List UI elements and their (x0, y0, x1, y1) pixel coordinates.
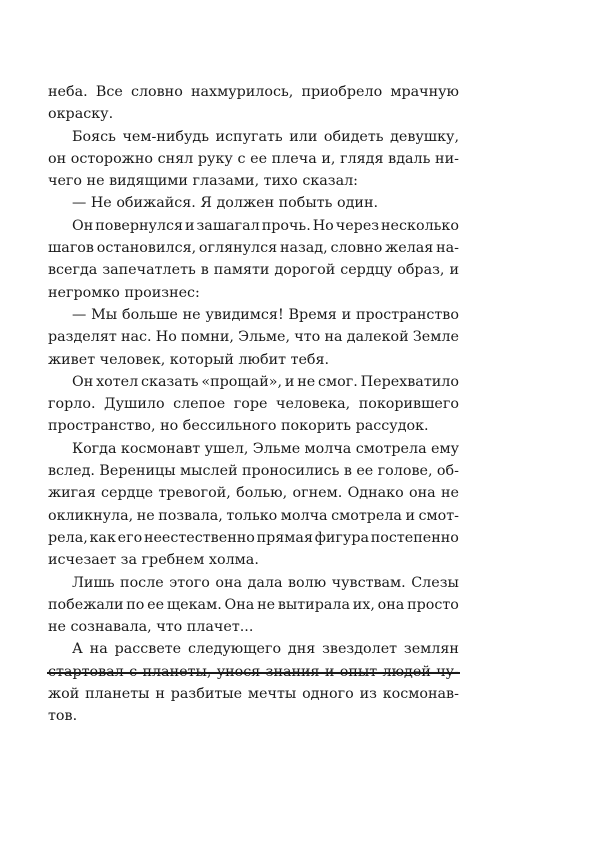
text-word: ее (147, 596, 165, 613)
text-line: негромко произнес: (48, 284, 200, 301)
text-word: постепенно (370, 529, 459, 546)
text-line (48, 460, 459, 482)
horizontal-rule (47, 672, 460, 674)
text-word: землян (403, 641, 459, 658)
text-word: человека, (276, 396, 351, 413)
text-word: Слезы (411, 574, 459, 591)
text-word: помни, (181, 329, 234, 346)
text-line (48, 683, 459, 705)
page-text (48, 81, 459, 728)
text-word: Перехватило (360, 373, 459, 390)
text-word: прямая (256, 529, 313, 546)
text-line (48, 438, 459, 460)
text-word: н (155, 686, 165, 703)
text-word: нас. (120, 329, 152, 346)
text-line (48, 572, 459, 594)
text-word: она (409, 485, 436, 502)
text-word: остановился, (96, 240, 197, 257)
text-word: хотел (96, 373, 139, 390)
text-word: Он (72, 217, 94, 234)
text-word: тревогой, (158, 485, 231, 502)
text-word: не (182, 306, 201, 323)
text-word: ему (431, 440, 459, 457)
text-line: живет человек, который любит тебя. (48, 351, 330, 368)
text-word: желая (385, 240, 434, 257)
text-word: словно (130, 84, 183, 100)
text-word: дорогой (274, 262, 336, 279)
text-line (48, 594, 459, 616)
text-word: «прощай», (201, 373, 283, 390)
text-word: больше (121, 306, 178, 323)
text-word: сердцу (340, 262, 393, 279)
text-word: дала (247, 574, 283, 591)
text-line (48, 638, 459, 660)
text-word: и (341, 306, 352, 323)
text-word: жигая (48, 485, 96, 502)
text-word: запечатлеть (102, 262, 196, 279)
text-word: Земле (412, 329, 459, 346)
text-word: как (89, 529, 116, 546)
text-word: она (215, 574, 243, 591)
text-line: чего не видящими глазами, тихо сказал: (48, 173, 359, 190)
text-word: мыслей (180, 463, 238, 480)
text-word: неестественно (143, 529, 255, 546)
text-word: — (72, 306, 87, 323)
text-word: чем-нибудь (122, 128, 209, 145)
text-word: Однако (347, 485, 404, 502)
text-word: пространство (355, 306, 459, 323)
text-word: вытирала (277, 596, 350, 613)
text-word: Все (95, 84, 123, 100)
text-word: образ, (397, 262, 445, 279)
text-word: мрачную (390, 84, 459, 100)
text-word: неба. (48, 84, 88, 100)
text-word: огнем. (292, 485, 343, 502)
text-word: испугать (215, 128, 283, 145)
text-word: рассвете (114, 641, 182, 658)
text-word: покорившего (358, 396, 459, 413)
text-word: несколько (381, 217, 459, 234)
text-word: Эльме (252, 440, 301, 457)
text-word: зашагал (196, 217, 260, 234)
text-word: А (72, 641, 83, 658)
text-line (48, 126, 459, 148)
text-word: из (359, 686, 377, 703)
text-word: назад, (279, 240, 328, 257)
text-word: осторожно (70, 150, 153, 167)
text-word: позвала, (158, 507, 223, 524)
text-line: не сознавала, что плачет... (48, 619, 254, 636)
text-line (48, 326, 459, 348)
text-word: окликнула, (48, 507, 134, 524)
text-word: Но (155, 329, 177, 346)
text-word: их, (352, 596, 375, 613)
text-word: дня (287, 641, 316, 658)
text-word: вслед. (48, 463, 95, 480)
text-word: смотрела (331, 507, 402, 524)
text-word: разделят (48, 329, 117, 346)
text-word: побежали (48, 596, 124, 613)
text-word: Эльме, (238, 329, 291, 346)
text-word: мечты (247, 686, 297, 703)
text-word: смот- (418, 507, 459, 524)
text-word: об- (436, 463, 459, 480)
text-line (48, 259, 459, 281)
text-word: снял (157, 150, 194, 167)
text-word: плеча (271, 150, 317, 167)
text-word: увидимся! (205, 306, 284, 323)
text-word: горе (233, 396, 268, 413)
text-word: этого (169, 574, 210, 591)
text-line (48, 393, 459, 415)
text-word: следующего (188, 641, 282, 658)
text-word: одного (302, 686, 354, 703)
text-word: болью, (236, 485, 288, 502)
text-word: в (343, 463, 352, 480)
text-line: исчезает за гребнем холма. (48, 552, 259, 569)
text-word: после (120, 574, 164, 591)
text-word: словно (330, 240, 383, 257)
text-word: космонав- (382, 686, 459, 703)
text-line (48, 237, 459, 259)
text-word: он (48, 150, 67, 167)
text-word: всегда (48, 262, 98, 279)
text-word: оглянулся (198, 240, 278, 257)
text-word: и (405, 507, 415, 524)
text-word: с (237, 150, 246, 167)
text-word: не (440, 485, 459, 502)
text-word: просто (407, 596, 459, 613)
text-word: глядя (340, 150, 384, 167)
text-word: ушел, (204, 440, 249, 457)
text-line: окраску. (48, 106, 114, 123)
text-line (48, 371, 459, 393)
text-word: смог. (318, 373, 358, 390)
text-word: ее (356, 463, 374, 480)
text-word: повернулся (95, 217, 184, 234)
text-word: девушку, (390, 128, 459, 145)
text-line: тов. (48, 708, 78, 725)
text-word: чувствам. (331, 574, 406, 591)
text-word: нахмурилось, (190, 84, 294, 100)
text-word: вдаль (388, 150, 431, 167)
text-word: ее (250, 150, 268, 167)
text-word: и (284, 373, 295, 390)
text-word: приобрело (301, 84, 383, 100)
text-word: или (289, 128, 318, 145)
text-word: ни- (435, 150, 459, 167)
text-word: сказать (141, 373, 199, 390)
text-word: обидеть (323, 128, 384, 145)
text-word: Она (224, 596, 255, 613)
text-word: рела, (48, 529, 88, 546)
text-word: смотрела (355, 440, 427, 457)
text-word: только (226, 507, 278, 524)
text-word: не (297, 373, 316, 390)
text-word: Боясь (72, 128, 116, 145)
text-word: голове, (377, 463, 433, 480)
text-word: волю (287, 574, 327, 591)
text-word: на (89, 641, 108, 658)
text-word: и (185, 217, 195, 234)
text-word: слепое (173, 396, 226, 413)
text-word: и, (321, 150, 336, 167)
text-word: не (136, 507, 155, 524)
text-word: космонавт (120, 440, 201, 457)
text-word: на- (436, 240, 459, 257)
text-word: сердце (101, 485, 154, 502)
text-word: через (335, 217, 380, 234)
text-word: Душило (104, 396, 165, 413)
text-word: на (324, 329, 343, 346)
text-word: и (449, 262, 459, 279)
text-word: Когда (72, 440, 117, 457)
text-word: Он (72, 373, 94, 390)
text-word: Время (288, 306, 337, 323)
text-word: что (294, 329, 321, 346)
text-word: планеты (85, 686, 150, 703)
text-line (48, 527, 459, 549)
text-word: его (117, 529, 143, 546)
text-line (48, 81, 459, 103)
text-word: памяти (213, 262, 270, 279)
text-line (48, 148, 459, 170)
text-line (48, 505, 459, 527)
text-line: пространство, но бессильного покорить рассудок. (48, 418, 429, 435)
text-word: молча (304, 440, 352, 457)
text-word: Вереницы (99, 463, 176, 480)
text-word: фигура (314, 529, 370, 546)
text-word: щекам. (166, 596, 222, 613)
text-word: в (200, 262, 209, 279)
text-word: проносились (242, 463, 340, 480)
text-word: прочь. (261, 217, 311, 234)
text-word: Но (312, 217, 334, 234)
text-line (48, 304, 459, 326)
text-word: руку (197, 150, 233, 167)
text-word: молча (280, 507, 328, 524)
text-word: шагов (48, 240, 94, 257)
text-line (48, 215, 459, 237)
text-word: по (126, 596, 145, 613)
text-word: Лишь (72, 574, 115, 591)
text-line (48, 482, 459, 504)
text-line: — Не обижайся. Я должен побыть один. (72, 195, 379, 212)
text-word: жой (48, 686, 80, 703)
text-word: она (377, 596, 405, 613)
text-word: далекой (346, 329, 409, 346)
text-word: Мы (91, 306, 118, 323)
text-word: разбитые (170, 686, 243, 703)
text-word: не (257, 596, 276, 613)
text-word: горло. (48, 396, 96, 413)
text-word: звездолет (322, 641, 398, 658)
